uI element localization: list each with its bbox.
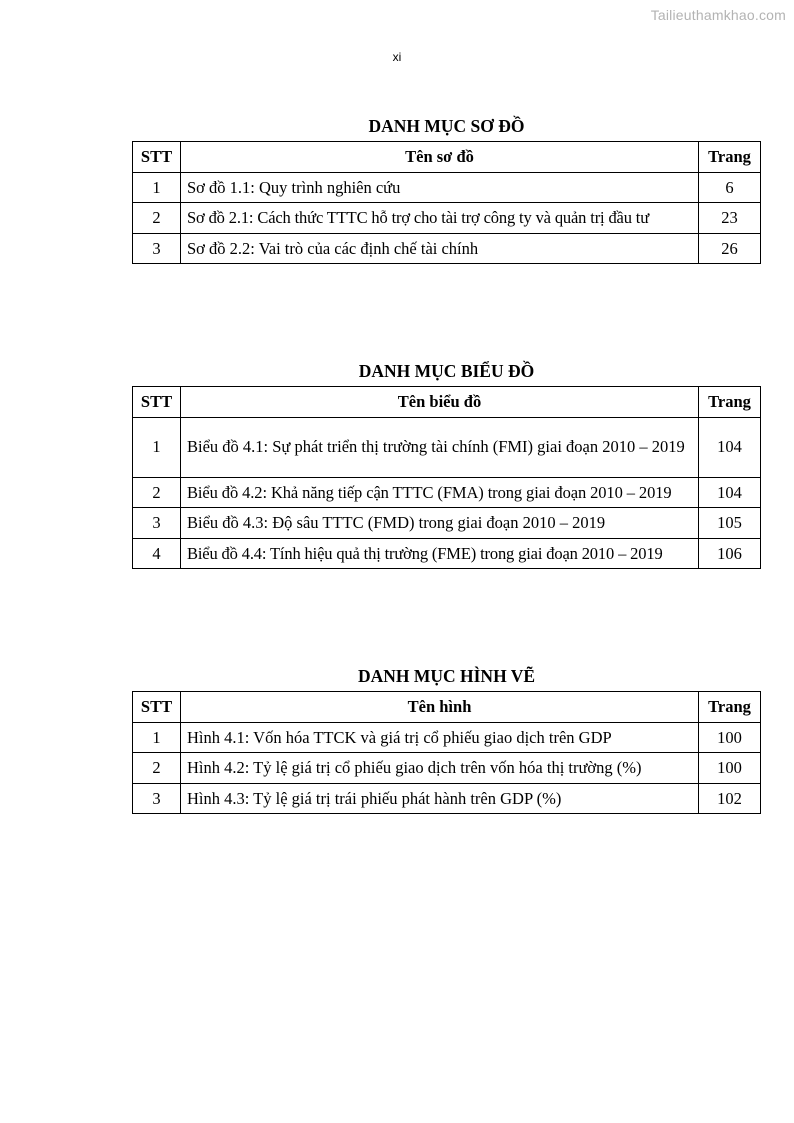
chart-list-section [132, 356, 761, 569]
header-name: Tên biểu đồ [181, 387, 699, 418]
row-stt: 3 [133, 783, 181, 814]
header-stt: STT [133, 142, 181, 173]
row-name: Hình 4.2: Tỷ lệ giá trị cổ phiếu giao dịch trên vốn hóa thị trường (%) [181, 753, 699, 784]
table-row [133, 722, 761, 753]
row-page: 106 [699, 538, 761, 569]
row-page: 100 [699, 753, 761, 784]
table-header-row [133, 692, 761, 723]
row-name: Sơ đồ 1.1: Quy trình nghiên cứu [181, 172, 699, 203]
table-row [133, 417, 761, 477]
table-row [133, 783, 761, 814]
row-page: 23 [699, 203, 761, 234]
watermark: Tailieuthamkhao.com [650, 7, 786, 23]
header-name: Tên sơ đồ [181, 142, 699, 173]
table-row [133, 203, 761, 234]
section-title: DANH MỤC HÌNH VẼ [357, 666, 536, 686]
table-row [133, 233, 761, 264]
row-name: Hình 4.3: Tỷ lệ giá trị trái phiếu phát hành trên GDP (%) [181, 783, 699, 814]
row-page: 102 [699, 783, 761, 814]
page-number: xi [392, 50, 402, 64]
row-page: 104 [699, 477, 761, 508]
table-row [133, 538, 761, 569]
chart-list-table [132, 386, 761, 569]
row-name: Hình 4.1: Vốn hóa TTCK và giá trị cổ phiếu giao dịch trên GDP [181, 722, 699, 753]
row-page: 26 [699, 233, 761, 264]
row-stt: 3 [133, 233, 181, 264]
row-stt: 4 [133, 538, 181, 569]
header-stt: STT [133, 387, 181, 418]
row-page: 6 [699, 172, 761, 203]
table-header-row [133, 387, 761, 418]
row-stt: 2 [133, 753, 181, 784]
table-row [133, 172, 761, 203]
row-stt: 1 [133, 172, 181, 203]
row-name: Sơ đồ 2.2: Vai trò của các định chế tài chính [181, 233, 699, 264]
row-stt: 3 [133, 508, 181, 539]
table-row [133, 477, 761, 508]
row-stt: 2 [133, 203, 181, 234]
row-page: 105 [699, 508, 761, 539]
row-name: Biểu đồ 4.3: Độ sâu TTTC (FMD) trong giai đoạn 2010 – 2019 [181, 508, 699, 539]
diagram-list-table [132, 141, 761, 264]
row-page: 100 [699, 722, 761, 753]
header-page: Trang [699, 387, 761, 418]
header-page: Trang [699, 142, 761, 173]
header-name: Tên hình [181, 692, 699, 723]
row-stt: 1 [133, 417, 181, 477]
table-row [133, 508, 761, 539]
header-page: Trang [699, 692, 761, 723]
row-stt: 1 [133, 722, 181, 753]
section-title: DANH MỤC SƠ ĐỒ [368, 116, 525, 136]
row-page: 104 [699, 417, 761, 477]
row-name: Sơ đồ 2.1: Cách thức TTTC hỗ trợ cho tài trợ công ty và quản trị đầu tư [181, 203, 699, 234]
figure-list-table [132, 691, 761, 814]
diagram-list-section [132, 111, 761, 264]
row-name: Biểu đồ 4.2: Khả năng tiếp cận TTTC (FMA) trong giai đoạn 2010 – 2019 [181, 477, 699, 508]
header-stt: STT [133, 692, 181, 723]
row-stt: 2 [133, 477, 181, 508]
table-header-row [133, 142, 761, 173]
row-name: Biểu đồ 4.1: Sự phát triển thị trường tài chính (FMI) giai đoạn 2010 – 2019 [181, 417, 699, 477]
row-name: Biểu đồ 4.4: Tính hiệu quả thị trường (FME) trong giai đoạn 2010 – 2019 [181, 538, 699, 569]
table-row [133, 753, 761, 784]
figure-list-section [132, 661, 761, 814]
section-title: DANH MỤC BIỂU ĐỒ [358, 361, 535, 381]
